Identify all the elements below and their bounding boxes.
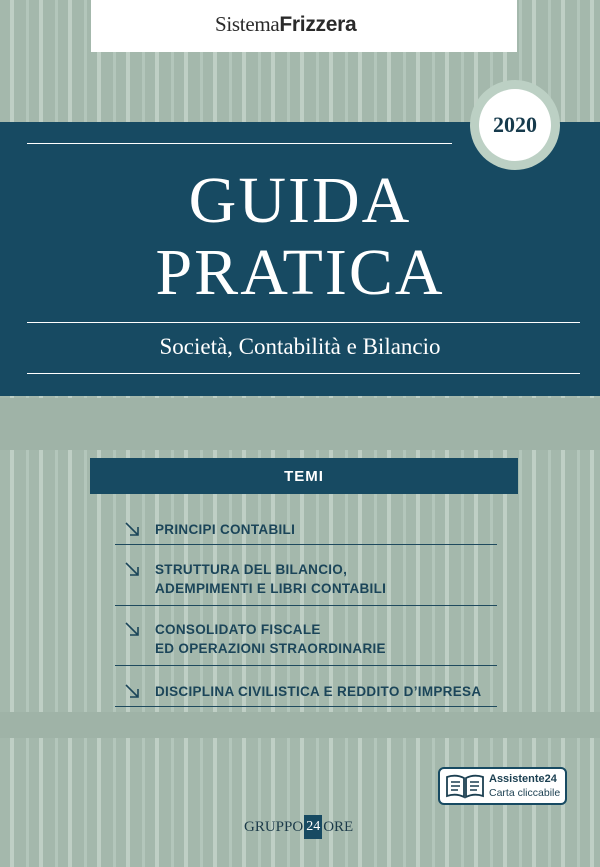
topic-label: PRINCIPI CONTABILI <box>155 522 296 537</box>
brand-name: Frizzera <box>279 13 357 36</box>
publisher-logo <box>244 815 353 839</box>
title-rule-bottom <box>27 373 580 374</box>
topic-item <box>115 520 497 545</box>
topic-item <box>115 682 497 707</box>
brand-logo <box>215 12 356 37</box>
topic-label: DISCIPLINA CIVILISTICA E REDDITO D’IMPRESA <box>155 684 482 699</box>
year-label: 2020 <box>479 89 551 161</box>
topic-item <box>115 620 497 666</box>
brand-prefix: Sistema <box>215 12 280 36</box>
open-book-icon <box>445 773 485 799</box>
assistant-subtitle: Carta cliccabile <box>489 787 561 799</box>
title-line-1: GUIDA <box>188 164 412 237</box>
year-badge <box>470 80 560 170</box>
title-rule-top <box>27 143 452 144</box>
topic-label: STRUTTURA DEL BILANCIO, ADEMPIMENTI E LIBRI CONTABILI <box>155 562 387 596</box>
section-heading: TEMI <box>90 458 518 494</box>
title-rule-middle <box>27 322 580 323</box>
arrow-down-right-icon <box>123 520 141 538</box>
subtitle: Società, Contabilità e Bilancio <box>159 334 441 359</box>
background-band-lower <box>0 712 600 738</box>
assistant-badge[interactable] <box>438 767 567 805</box>
background-band <box>0 398 600 450</box>
title-line-2: PRATICA <box>155 236 445 309</box>
arrow-down-right-icon <box>123 682 141 700</box>
arrow-down-right-icon <box>123 620 141 638</box>
topic-item <box>115 560 497 606</box>
assistant-title: Assistente24 <box>489 773 557 785</box>
publisher-mid: 24 <box>304 815 322 839</box>
publisher-right: ORE <box>323 818 354 835</box>
publisher-left: GRUPPO <box>244 818 304 835</box>
topic-label: CONSOLIDATO FISCALE ED OPERAZIONI STRAORDINARIE <box>155 622 386 656</box>
arrow-down-right-icon <box>123 560 141 578</box>
